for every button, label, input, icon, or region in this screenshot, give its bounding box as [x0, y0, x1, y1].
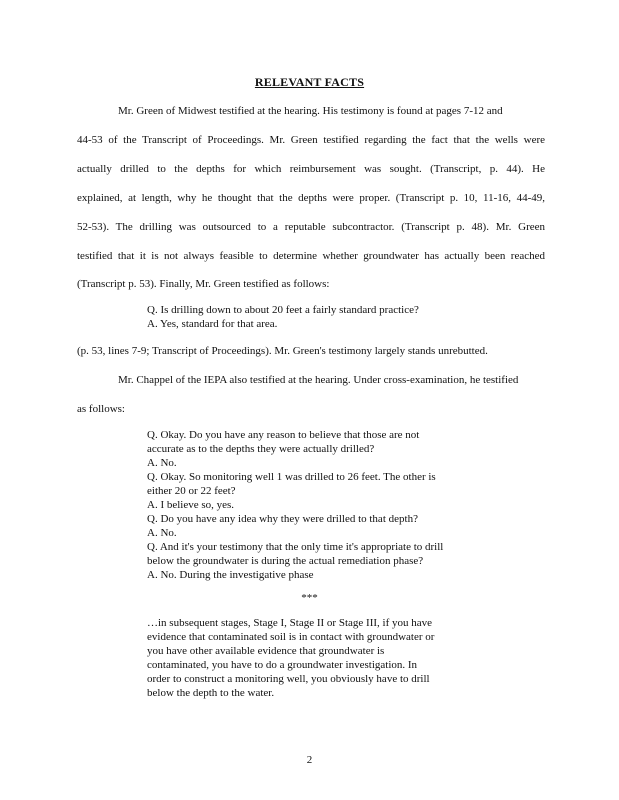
quote3-line-5: order to construct a monitoring well, you obviously have to drill — [147, 673, 430, 685]
quote2-line-4: Q. Okay. So monitoring well 1 was drilled to 26 feet. The other is — [147, 471, 436, 483]
quote2-line-2: accurate as to the depths they were actually drilled? — [147, 443, 375, 455]
section-title: RELEVANT FACTS — [254, 75, 365, 89]
quote1-line-1: Q. Is drilling down to about 20 feet a fairly standard practice? — [147, 304, 419, 316]
quote2-line-11: A. No. During the investigative phase — [147, 569, 314, 581]
quote1-line-2: A. Yes, standard for that area. — [147, 318, 278, 330]
para2-line-1: Mr. Chappel of the IEPA also testified at the hearing. Under cross-examination, he testified — [118, 374, 519, 386]
quote2-line-6: A. I believe so, yes. — [147, 499, 235, 511]
quote2-line-7: Q. Do you have any idea why they were drilled to that depth? — [147, 513, 418, 525]
para2-line-2: as follows: — [77, 403, 125, 415]
quote2-line-3: A. No. — [147, 457, 177, 469]
para1-line-3: actually drilled to the depths for which reimbursement was sought. (Transcript, p. 44). He — [77, 163, 545, 175]
quote2-line-8: A. No. — [147, 527, 177, 539]
quote3-line-1: …in subsequent stages, Stage I, Stage II or Stage III, if you have — [147, 617, 433, 629]
para1-line-2: 44-53 of the Transcript of Proceedings. Mr. Green testified regarding the fact that the wells were — [77, 134, 545, 146]
quote2-line-1: Q. Okay. Do you have any reason to believe that those are not — [147, 429, 420, 441]
quote2-line-10: below the groundwater is during the actual remediation phase? — [147, 555, 424, 567]
separator-asterisks: *** — [301, 592, 318, 604]
quote3-line-4: contaminated, you have to do a groundwater investigation. In — [147, 659, 418, 671]
para1-line-4: explained, at length, why he thought that the depths were proper. (Transcript p. 10, 11-16, 44-49, — [77, 192, 545, 204]
quote3-line-6: below the depth to the water. — [147, 687, 275, 699]
para1-line-5: 52-53). The drilling was outsourced to a reputable subcontractor. (Transcript p. 48). Mr. Green — [77, 221, 545, 233]
quote3-line-2: evidence that contaminated soil is in contact with groundwater or — [147, 631, 435, 643]
quote2-line-5: either 20 or 22 feet? — [147, 485, 236, 497]
quote3-line-3: you have other available evidence that groundwater is — [147, 645, 385, 657]
para1-line-1: Mr. Green of Midwest testified at the hearing. His testimony is found at pages 7-12 and — [118, 105, 503, 117]
quote2-line-9: Q. And it's your testimony that the only time it's appropriate to drill — [147, 541, 444, 553]
para1-line-6: testified that it is not always feasible to determine whether groundwater has actually been reached — [77, 250, 545, 262]
para1-line-7: (Transcript p. 53). Finally, Mr. Green testified as follows: — [77, 278, 330, 290]
citation-line: (p. 53, lines 7-9; Transcript of Proceedings). Mr. Green's testimony largely stands unrebutted. — [77, 345, 488, 357]
page-number: 2 — [306, 754, 313, 766]
